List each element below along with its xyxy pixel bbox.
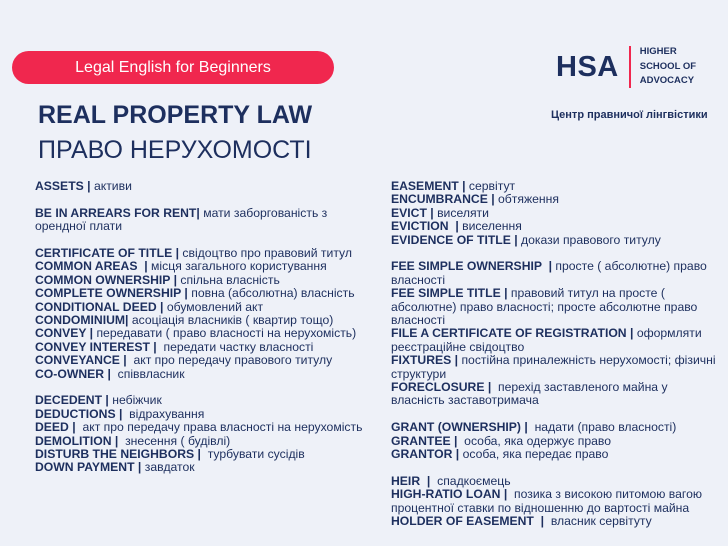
glossary-definition: активи bbox=[93, 179, 132, 193]
glossary-entry bbox=[391, 234, 721, 247]
glossary-separator: | bbox=[149, 339, 164, 354]
glossary-entry bbox=[35, 341, 365, 354]
glossary-term: ENCUMBRANCE bbox=[391, 192, 488, 207]
glossary-entry bbox=[391, 220, 721, 233]
glossary-term: FEE SIMPLE TITLE bbox=[391, 286, 501, 301]
glossary-term: DECEDENT bbox=[35, 393, 103, 408]
glossary-definition: відрахування bbox=[129, 406, 205, 421]
glossary-entry bbox=[391, 435, 721, 448]
glossary-entry bbox=[35, 287, 365, 300]
glossary-term: FIXTURES bbox=[391, 353, 452, 368]
logo-line: HIGHER bbox=[639, 46, 677, 58]
glossary-separator: | bbox=[194, 447, 208, 462]
glossary-entry bbox=[35, 461, 365, 474]
tagline: Центр правничої лінгвістики bbox=[551, 109, 708, 121]
glossary-entry bbox=[391, 207, 721, 220]
glossary-entry bbox=[35, 408, 365, 421]
glossary-entry bbox=[35, 274, 365, 287]
glossary-term: FORECLOSURE bbox=[391, 380, 485, 395]
glossary-definition: передавати ( право власності на нерухомість) bbox=[96, 326, 357, 341]
glossary-entry bbox=[35, 368, 365, 381]
glossary-definition: особа, яка передає право bbox=[462, 447, 609, 462]
glossary-separator: | bbox=[426, 205, 438, 220]
course-label: Legal English for Beginners bbox=[75, 58, 271, 76]
glossary-term: ASSETS bbox=[35, 179, 84, 193]
glossary-definition: перехід заставленого майна у власність заставотримача bbox=[391, 380, 668, 408]
glossary-term: GRANTEE bbox=[391, 433, 451, 448]
glossary-definition: докази правового титулу bbox=[521, 232, 661, 247]
glossary-term: EASEMENT bbox=[391, 179, 459, 193]
glossary-entry bbox=[35, 327, 365, 340]
school-logo bbox=[556, 45, 696, 89]
glossary-term: CO-OWNER bbox=[35, 366, 105, 381]
glossary-term: CONDOMINIUM bbox=[35, 313, 126, 328]
glossary-term: COMMON OWNERSHIP bbox=[35, 272, 171, 287]
glossary-left-column bbox=[35, 180, 365, 475]
glossary-term: CONVEY INTEREST bbox=[35, 339, 150, 354]
glossary-right-column bbox=[391, 180, 721, 529]
glossary-definition: акт про передачу правового титулу bbox=[133, 353, 333, 368]
glossary-term: EVICTION bbox=[391, 219, 449, 234]
glossary-separator: | bbox=[86, 326, 97, 341]
glossary-entry bbox=[391, 193, 721, 206]
glossary-separator: | bbox=[626, 326, 637, 341]
glossary-separator: | bbox=[119, 353, 134, 368]
glossary-definition: особа, яка одержує право bbox=[464, 433, 612, 448]
glossary-term: DEED bbox=[35, 420, 69, 435]
glossary-term: DISTURB THE NEIGHBORS bbox=[35, 447, 195, 462]
glossary-definition: позика з високою питомою вагою процентної ставки по відношенню до вартості майна bbox=[391, 487, 702, 515]
glossary-term: GRANT (OWNERSHIP) bbox=[391, 420, 521, 435]
glossary-definition: мати заборгованість з орендної плати bbox=[35, 205, 328, 234]
glossary-definition: виселяти bbox=[437, 205, 489, 220]
glossary-entry bbox=[35, 207, 365, 234]
glossary-separator: | bbox=[102, 393, 113, 408]
glossary-entry bbox=[35, 314, 365, 327]
glossary-term: EVIDENCE OF TITLE bbox=[391, 232, 511, 247]
glossary-separator: | bbox=[134, 460, 145, 475]
glossary-definition: передати частку власності bbox=[163, 339, 314, 354]
glossary-separator: | bbox=[125, 313, 132, 328]
page-title-en: REAL PROPERTY LAW bbox=[38, 101, 313, 129]
glossary-separator: | bbox=[521, 420, 535, 435]
glossary-definition: акт про передачу права власності на нерухомість bbox=[82, 420, 363, 435]
glossary-entry bbox=[35, 180, 365, 193]
glossary-definition: виселення bbox=[462, 219, 522, 234]
glossary-term: CERTIFICATE OF TITLE bbox=[35, 246, 173, 260]
glossary-entry bbox=[391, 180, 721, 193]
logo-divider bbox=[629, 46, 631, 88]
glossary-separator: | bbox=[458, 179, 469, 193]
glossary-separator: | bbox=[172, 246, 183, 260]
glossary-separator: | bbox=[450, 433, 465, 448]
glossary-entry bbox=[35, 247, 365, 260]
glossary-separator: | bbox=[111, 433, 126, 448]
glossary-separator: | bbox=[500, 487, 515, 502]
glossary-term: DEMOLITION bbox=[35, 433, 112, 448]
logo-line: ADVOCACY bbox=[639, 75, 695, 87]
glossary-separator: | bbox=[137, 259, 152, 274]
glossary-definition: свідоцтво про правовий титул bbox=[182, 246, 352, 260]
glossary-separator: | bbox=[448, 219, 463, 234]
glossary-term: GRANTOR bbox=[391, 447, 453, 462]
glossary-entry bbox=[391, 515, 721, 528]
glossary-definition: правовий титул на просте ( абсолютне) право власності; просте абсолютне право власності bbox=[391, 286, 698, 328]
glossary-term: HOLDER OF EASEMENT bbox=[391, 514, 534, 529]
glossary-separator: | bbox=[452, 447, 463, 462]
glossary-definition: обумовлений акт bbox=[166, 299, 264, 314]
glossary-entry bbox=[391, 287, 721, 327]
glossary-term: HEIR bbox=[391, 473, 421, 488]
glossary-definition: асоціація власників ( квартир тощо) bbox=[131, 313, 334, 328]
logo-subtitle bbox=[640, 45, 696, 89]
glossary-term: CONDITIONAL DEED bbox=[35, 299, 157, 314]
glossary-term: BE IN ARREARS FOR RENT bbox=[35, 205, 197, 220]
glossary-entry bbox=[391, 488, 721, 515]
glossary-separator: | bbox=[487, 192, 499, 207]
glossary-definition: власник сервітуту bbox=[550, 514, 652, 529]
glossary-separator: | bbox=[115, 406, 130, 421]
logo-text: HSA bbox=[556, 50, 619, 83]
glossary-separator: | bbox=[541, 259, 556, 274]
logo-line: SCHOOL OF bbox=[639, 60, 697, 72]
glossary-entry bbox=[35, 435, 365, 448]
glossary-definition: обтяження bbox=[498, 192, 559, 207]
glossary-entry bbox=[35, 301, 365, 314]
glossary-entry bbox=[391, 448, 721, 461]
glossary-definition: небіжчик bbox=[112, 393, 162, 408]
glossary-entry bbox=[35, 421, 365, 434]
glossary-separator: | bbox=[451, 353, 462, 368]
glossary-definition: співвласник bbox=[117, 366, 185, 381]
glossary-separator: | bbox=[181, 286, 192, 301]
glossary-separator: | bbox=[533, 514, 551, 529]
glossary-term: DOWN PAYMENT bbox=[35, 460, 135, 475]
glossary-separator: | bbox=[104, 366, 118, 381]
glossary-term: COMPLETE OWNERSHIP bbox=[35, 286, 182, 301]
glossary-definition: оформляти реєстраційне свідоцтво bbox=[391, 326, 702, 354]
glossary-term: EVICT bbox=[391, 205, 427, 220]
glossary-definition: місця загального користування bbox=[151, 259, 327, 274]
glossary-separator: | bbox=[68, 420, 83, 435]
glossary-separator: | bbox=[420, 473, 438, 488]
glossary-term: CONVEYANCE bbox=[35, 353, 120, 368]
glossary-definition: постійна приналежність нерухомості; фізичні структури bbox=[391, 353, 716, 381]
glossary-term: FEE SIMPLE OWNERSHIP bbox=[391, 259, 542, 274]
glossary-entry bbox=[391, 354, 721, 381]
glossary-separator: | bbox=[83, 179, 94, 193]
course-badge bbox=[12, 51, 334, 84]
glossary-entry bbox=[35, 260, 365, 273]
glossary-entry bbox=[391, 260, 721, 287]
glossary-separator: | bbox=[500, 286, 511, 301]
glossary-definition: повна (абсолютна) власність bbox=[191, 286, 355, 301]
glossary-entry bbox=[35, 394, 365, 407]
glossary-separator: | bbox=[156, 299, 167, 314]
glossary-separator: | bbox=[484, 380, 499, 395]
glossary-definition: сервітут bbox=[468, 179, 516, 193]
glossary-entry bbox=[35, 448, 365, 461]
glossary-definition: просте ( абсолютне) право власності bbox=[391, 259, 707, 287]
page-title-ua: ПРАВО НЕРУХОМОСТІ bbox=[38, 136, 312, 164]
glossary-definition: надати (право власності) bbox=[534, 420, 677, 435]
glossary-definition: знесення ( будівлі) bbox=[125, 433, 231, 448]
glossary-separator: | bbox=[510, 232, 522, 247]
glossary-definition: спадкоємець bbox=[437, 473, 511, 488]
glossary-separator: | bbox=[170, 272, 181, 287]
glossary-term: CONVEY bbox=[35, 326, 87, 341]
glossary-entry bbox=[391, 381, 721, 408]
glossary-term: COMMON AREAS bbox=[35, 259, 138, 274]
glossary-separator: | bbox=[196, 205, 204, 220]
glossary-definition: турбувати сусідів bbox=[207, 447, 305, 462]
glossary-term: HIGH-RATIO LOAN bbox=[391, 487, 501, 502]
glossary-entry bbox=[391, 421, 721, 434]
glossary-definition: спільна власність bbox=[180, 272, 280, 287]
glossary-entry bbox=[391, 327, 721, 354]
glossary-term: FILE A CERTIFICATE OF REGISTRATION bbox=[391, 326, 627, 341]
glossary-term: DEDUCTIONS bbox=[35, 406, 116, 421]
glossary-entry bbox=[391, 475, 721, 488]
glossary-definition: завдаток bbox=[144, 460, 195, 475]
glossary-entry bbox=[35, 354, 365, 367]
